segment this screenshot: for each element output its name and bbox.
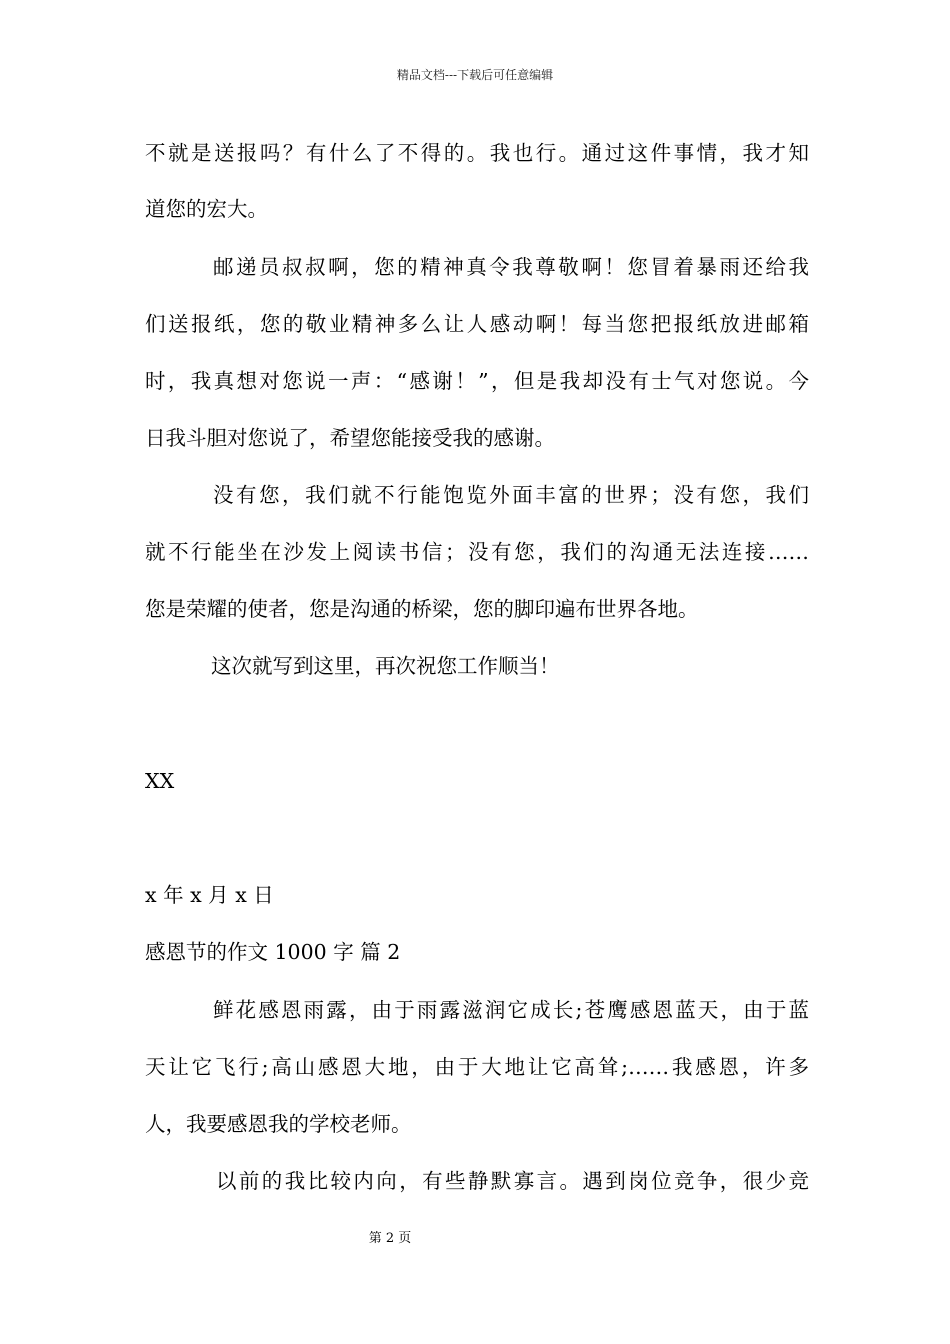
page-number: 第 2 页: [368, 1231, 412, 1246]
body-line: 鲜花感恩雨露，由于雨露滋润它成长;苍鹰感恩蓝天，由于蓝: [213, 998, 809, 1022]
body-line: 这次就写到这里，再次祝您工作顺当！: [211, 654, 560, 678]
body-line: 人，我要感恩我的学校老师。: [145, 1112, 412, 1136]
body-line: 不就是送报吗？有什么了不得的。我也行。通过这件事情，我才知: [145, 141, 809, 165]
body-line: 们送报纸，您的敬业精神多么让人感动啊！每当您把报纸放进邮箱: [145, 312, 809, 336]
body-line: 就不行能坐在沙发上阅读书信；没有您，我们的沟通无法连接……: [145, 540, 809, 564]
body-line: 没有您，我们就不行能饱览外面丰富的世界；没有您，我们: [213, 483, 809, 507]
body-line: 道您的宏大。: [145, 197, 268, 221]
signature-date: x 年 x 月 x 日: [145, 883, 274, 907]
section-heading: 感恩节的作文 1000 字 篇 2: [145, 940, 401, 964]
body-line: 以前的我比较内向，有些静默寡言。遇到岗位竞争，很少竞: [216, 1169, 809, 1193]
body-line: 您是荣耀的使者，您是沟通的桥梁，您的脚印遍布世界各地。: [145, 597, 699, 621]
body-line: 天让它飞行;高山感恩大地，由于大地让它高耸;……我感恩，许多: [145, 1055, 809, 1079]
body-line: 邮递员叔叔啊，您的精神真令我尊敬啊！您冒着暴雨还给我: [213, 255, 809, 279]
body-line: 日我斗胆对您说了，希望您能接受我的感谢。: [145, 426, 555, 450]
page-header: 精品文档---下载后可任意编辑: [396, 68, 554, 82]
signature-name: XX: [145, 769, 175, 793]
body-line: 时，我真想对您说一声：“感谢！”，但是我却没有士气对您说。今: [145, 369, 809, 393]
